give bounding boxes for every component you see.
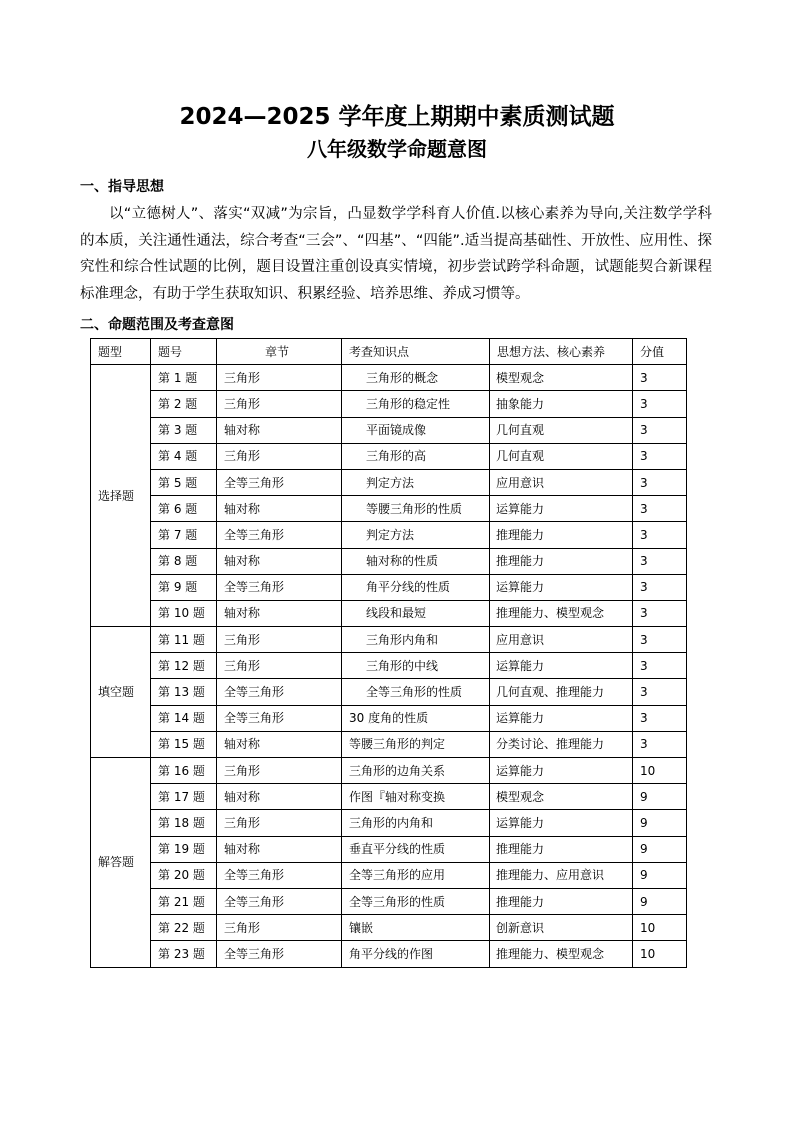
question-type-cell: 解答题 (91, 758, 151, 968)
knowledge-point-cell: 三角形的概念 (342, 365, 490, 391)
table-row (91, 548, 687, 574)
question-number-cell: 第 7 题 (151, 522, 217, 548)
table-row (91, 496, 687, 522)
question-number-cell: 第 6 题 (151, 496, 217, 522)
literacy-cell: 推理能力、模型观念 (490, 600, 633, 626)
question-number-cell: 第 22 题 (151, 915, 217, 941)
table-row (91, 627, 687, 653)
question-number-cell: 第 14 题 (151, 705, 217, 731)
question-number-cell: 第 17 题 (151, 784, 217, 810)
chapter-cell: 轴对称 (217, 784, 342, 810)
score-cell: 3 (633, 496, 687, 522)
table-row (91, 600, 687, 626)
knowledge-point-cell: 作图『轴对称变换 (342, 784, 490, 810)
knowledge-point-cell: 角平分线的作图 (342, 941, 490, 967)
table-row (91, 941, 687, 967)
chapter-cell: 轴对称 (217, 496, 342, 522)
chapter-cell: 轴对称 (217, 417, 342, 443)
header-question-number: 题号 (151, 339, 217, 365)
header-chapter: 章节 (217, 339, 342, 365)
score-cell: 9 (633, 784, 687, 810)
question-number-cell: 第 2 题 (151, 391, 217, 417)
table-row (91, 365, 687, 391)
score-cell: 3 (633, 705, 687, 731)
document-subtitle: 八年级数学命题意图 (307, 137, 487, 161)
chapter-cell: 全等三角形 (217, 574, 342, 600)
knowledge-point-cell: 角平分线的性质 (342, 574, 490, 600)
question-intent-table (90, 338, 687, 968)
knowledge-point-cell: 三角形的内角和 (342, 810, 490, 836)
table-row (91, 862, 687, 888)
table-row (91, 784, 687, 810)
question-number-cell: 第 18 题 (151, 810, 217, 836)
knowledge-point-cell: 30 度角的性质 (342, 705, 490, 731)
knowledge-point-cell: 判定方法 (342, 522, 490, 548)
literacy-cell: 抽象能力 (490, 391, 633, 417)
question-number-cell: 第 16 题 (151, 758, 217, 784)
knowledge-point-cell: 轴对称的性质 (342, 548, 490, 574)
table-row (91, 653, 687, 679)
knowledge-point-cell: 三角形的稳定性 (342, 391, 490, 417)
section-heading-guiding-ideology: 一、指导思想 (80, 179, 164, 195)
question-number-cell: 第 1 题 (151, 365, 217, 391)
question-number-cell: 第 4 题 (151, 443, 217, 469)
question-number-cell: 第 15 题 (151, 731, 217, 757)
literacy-cell: 应用意识 (490, 469, 633, 495)
score-cell: 9 (633, 836, 687, 862)
literacy-cell: 运算能力 (490, 496, 633, 522)
chapter-cell: 三角形 (217, 653, 342, 679)
knowledge-point-cell: 全等三角形的性质 (342, 679, 490, 705)
chapter-cell: 轴对称 (217, 836, 342, 862)
question-number-cell: 第 10 题 (151, 600, 217, 626)
table-header-row (91, 339, 687, 365)
chapter-cell: 三角形 (217, 627, 342, 653)
literacy-cell: 模型观念 (490, 365, 633, 391)
question-number-cell: 第 5 题 (151, 469, 217, 495)
table-row (91, 522, 687, 548)
table-row (91, 469, 687, 495)
chapter-cell: 三角形 (217, 915, 342, 941)
literacy-cell: 推理能力 (490, 548, 633, 574)
literacy-cell: 分类讨论、推理能力 (490, 731, 633, 757)
chapter-cell: 全等三角形 (217, 469, 342, 495)
chapter-cell: 三角形 (217, 365, 342, 391)
score-cell: 9 (633, 810, 687, 836)
score-cell: 3 (633, 653, 687, 679)
literacy-cell: 推理能力、应用意识 (490, 862, 633, 888)
chapter-cell: 全等三角形 (217, 679, 342, 705)
literacy-cell: 运算能力 (490, 653, 633, 679)
question-number-cell: 第 19 题 (151, 836, 217, 862)
chapter-cell: 三角形 (217, 443, 342, 469)
chapter-cell: 全等三角形 (217, 941, 342, 967)
literacy-cell: 推理能力 (490, 522, 633, 548)
score-cell: 3 (633, 600, 687, 626)
chapter-cell: 三角形 (217, 758, 342, 784)
table-row (91, 915, 687, 941)
table-row (91, 574, 687, 600)
score-cell: 9 (633, 862, 687, 888)
chapter-cell: 全等三角形 (217, 705, 342, 731)
knowledge-point-cell: 垂直平分线的性质 (342, 836, 490, 862)
document-title: 2024—2025 学年度上期期中素质测试题 (179, 104, 615, 130)
score-cell: 3 (633, 469, 687, 495)
table-row (91, 731, 687, 757)
knowledge-point-cell: 判定方法 (342, 469, 490, 495)
score-cell: 10 (633, 758, 687, 784)
knowledge-point-cell: 线段和最短 (342, 600, 490, 626)
literacy-cell: 推理能力 (490, 888, 633, 914)
table-row (91, 888, 687, 914)
table-row (91, 417, 687, 443)
literacy-cell: 推理能力、模型观念 (490, 941, 633, 967)
score-cell: 3 (633, 627, 687, 653)
knowledge-point-cell: 三角形内角和 (342, 627, 490, 653)
chapter-cell: 全等三角形 (217, 862, 342, 888)
question-number-cell: 第 9 题 (151, 574, 217, 600)
question-number-cell: 第 20 题 (151, 862, 217, 888)
knowledge-point-cell: 等腰三角形的判定 (342, 731, 490, 757)
knowledge-point-cell: 全等三角形的性质 (342, 888, 490, 914)
question-number-cell: 第 13 题 (151, 679, 217, 705)
score-cell: 10 (633, 941, 687, 967)
guiding-ideology-paragraph: 以“立德树人”、落实“双减”为宗旨，凸显数学学科育人价值.以核心素养为导向,关注数学学科的本质，关注通性通法，综合考查“三会”、“四基”、“四能”.适当提高基础性、开放性、应用性、探究性和综合性试题的比例，题目设置注重创设真实情境，初步尝试跨学科命题，试题能契合新课程标准理念，有助于学生获取知识、积累经验、培养思维、养成习惯等。 (80, 206, 712, 302)
score-cell: 3 (633, 417, 687, 443)
question-number-cell: 第 12 题 (151, 653, 217, 679)
knowledge-point-cell: 等腰三角形的性质 (342, 496, 490, 522)
score-cell: 3 (633, 548, 687, 574)
chapter-cell: 轴对称 (217, 731, 342, 757)
literacy-cell: 模型观念 (490, 784, 633, 810)
literacy-cell: 几何直观 (490, 417, 633, 443)
header-score: 分值 (633, 339, 687, 365)
literacy-cell: 推理能力 (490, 836, 633, 862)
literacy-cell: 运算能力 (490, 574, 633, 600)
question-number-cell: 第 3 题 (151, 417, 217, 443)
question-number-cell: 第 8 题 (151, 548, 217, 574)
table-row (91, 758, 687, 784)
table-row (91, 391, 687, 417)
knowledge-point-cell: 三角形的中线 (342, 653, 490, 679)
question-number-cell: 第 23 题 (151, 941, 217, 967)
table-row (91, 836, 687, 862)
literacy-cell: 创新意识 (490, 915, 633, 941)
chapter-cell: 轴对称 (217, 600, 342, 626)
knowledge-point-cell: 三角形的高 (342, 443, 490, 469)
score-cell: 3 (633, 443, 687, 469)
score-cell: 3 (633, 391, 687, 417)
score-cell: 3 (633, 522, 687, 548)
score-cell: 3 (633, 731, 687, 757)
score-cell: 3 (633, 679, 687, 705)
table-row (91, 705, 687, 731)
knowledge-point-cell: 平面镜成像 (342, 417, 490, 443)
chapter-cell: 全等三角形 (217, 888, 342, 914)
literacy-cell: 运算能力 (490, 758, 633, 784)
score-cell: 10 (633, 915, 687, 941)
table-row (91, 679, 687, 705)
score-cell: 9 (633, 888, 687, 914)
chapter-cell: 三角形 (217, 391, 342, 417)
knowledge-point-cell: 镶嵌 (342, 915, 490, 941)
table-row (91, 443, 687, 469)
literacy-cell: 几何直观、推理能力 (490, 679, 633, 705)
table-body (91, 365, 687, 967)
question-type-cell: 选择题 (91, 365, 151, 627)
chapter-cell: 三角形 (217, 810, 342, 836)
score-cell: 3 (633, 365, 687, 391)
header-question-type: 题型 (91, 339, 151, 365)
chapter-cell: 轴对称 (217, 548, 342, 574)
table-row (91, 810, 687, 836)
header-knowledge-point: 考查知识点 (342, 339, 490, 365)
literacy-cell: 应用意识 (490, 627, 633, 653)
question-number-cell: 第 11 题 (151, 627, 217, 653)
chapter-cell: 全等三角形 (217, 522, 342, 548)
question-type-cell: 填空题 (91, 627, 151, 758)
question-number-cell: 第 21 题 (151, 888, 217, 914)
knowledge-point-cell: 全等三角形的应用 (342, 862, 490, 888)
literacy-cell: 运算能力 (490, 810, 633, 836)
knowledge-point-cell: 三角形的边角关系 (342, 758, 490, 784)
section-heading-scope: 二、命题范围及考查意图 (80, 317, 234, 333)
header-method-literacy: 思想方法、核心素养 (490, 339, 633, 365)
literacy-cell: 几何直观 (490, 443, 633, 469)
literacy-cell: 运算能力 (490, 705, 633, 731)
score-cell: 3 (633, 574, 687, 600)
